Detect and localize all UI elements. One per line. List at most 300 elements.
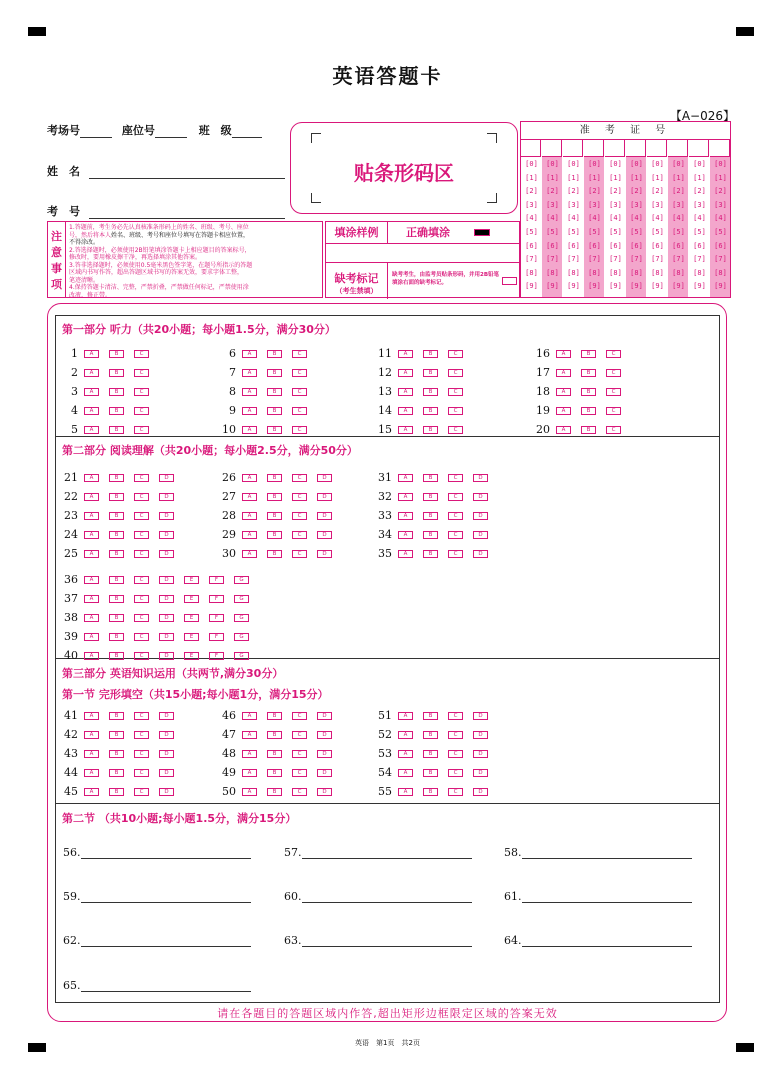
option-bubble-a[interactable]: A xyxy=(84,788,99,796)
admission-digit-bubble[interactable]: [1] xyxy=(567,173,580,182)
admission-digit-bubble[interactable]: [7] xyxy=(630,255,643,264)
admission-digit-bubble[interactable]: [6] xyxy=(525,241,538,250)
option-bubble-g[interactable]: G xyxy=(234,614,249,622)
option-bubble-a[interactable]: A xyxy=(242,769,257,777)
admission-digit-bubble[interactable]: [2] xyxy=(609,187,622,196)
option-bubble-c[interactable]: C xyxy=(292,712,307,720)
admission-digit-bubble[interactable]: [8] xyxy=(609,268,622,277)
option-bubble-c[interactable]: C xyxy=(448,350,463,358)
option-bubble-d[interactable]: D xyxy=(473,712,488,720)
option-bubble-b[interactable]: B xyxy=(109,576,124,584)
admission-digit-bubble[interactable]: [5] xyxy=(651,228,664,236)
exam-room-field[interactable] xyxy=(80,137,112,138)
admission-digit-bubble[interactable]: [3] xyxy=(588,200,601,209)
option-bubble-c[interactable]: C xyxy=(134,369,149,377)
option-bubble-e[interactable]: E xyxy=(184,633,199,641)
option-bubble-c[interactable]: C xyxy=(292,426,307,434)
option-bubble-c[interactable]: C xyxy=(134,652,149,660)
option-bubble-c[interactable]: C xyxy=(292,531,307,539)
option-bubble-b[interactable]: B xyxy=(109,750,124,758)
option-bubble-b[interactable]: B xyxy=(267,531,282,539)
option-bubble-f[interactable]: F xyxy=(209,595,224,603)
option-bubble-b[interactable]: B xyxy=(267,388,282,396)
option-bubble-c[interactable]: C xyxy=(134,595,149,603)
option-bubble-a[interactable]: A xyxy=(398,788,413,796)
admission-digit-bubble[interactable]: [0] xyxy=(567,160,580,168)
option-bubble-g[interactable]: G xyxy=(234,652,249,660)
blank-line[interactable] xyxy=(522,946,692,947)
option-bubble-a[interactable]: A xyxy=(84,407,99,415)
option-bubble-b[interactable]: B xyxy=(423,350,438,358)
option-bubble-c[interactable]: C xyxy=(448,531,463,539)
admission-digit-bubble[interactable]: [6] xyxy=(546,241,559,250)
option-bubble-b[interactable]: B xyxy=(267,750,282,758)
option-bubble-a[interactable]: A xyxy=(84,750,99,758)
option-bubble-d[interactable]: D xyxy=(159,652,174,660)
option-bubble-c[interactable]: C xyxy=(134,350,149,358)
option-bubble-a[interactable]: A xyxy=(398,512,413,520)
admission-digit-bubble[interactable]: [7] xyxy=(651,255,664,264)
option-bubble-a[interactable]: A xyxy=(242,531,257,539)
blank-line[interactable] xyxy=(522,858,692,859)
option-bubble-c[interactable]: C xyxy=(448,788,463,796)
option-bubble-d[interactable]: D xyxy=(473,731,488,739)
option-bubble-a[interactable]: A xyxy=(398,426,413,434)
option-bubble-a[interactable]: A xyxy=(398,769,413,777)
option-bubble-a[interactable]: A xyxy=(84,633,99,641)
option-bubble-c[interactable]: C xyxy=(134,576,149,584)
admission-digit-cell[interactable] xyxy=(668,140,688,157)
option-bubble-b[interactable]: B xyxy=(109,550,124,558)
option-bubble-d[interactable]: D xyxy=(317,493,332,501)
option-bubble-a[interactable]: A xyxy=(84,426,99,434)
admission-digit-bubble[interactable]: [8] xyxy=(693,268,706,277)
blank-line[interactable] xyxy=(302,858,472,859)
option-bubble-a[interactable]: A xyxy=(242,750,257,758)
option-bubble-a[interactable]: A xyxy=(84,474,99,482)
admission-digit-bubble[interactable]: [1] xyxy=(714,173,727,182)
option-bubble-c[interactable]: C xyxy=(606,426,621,434)
admission-digit-bubble[interactable]: [5] xyxy=(588,228,601,236)
option-bubble-b[interactable]: B xyxy=(581,426,596,434)
option-bubble-a[interactable]: A xyxy=(398,369,413,377)
option-bubble-c[interactable]: C xyxy=(134,474,149,482)
admission-digit-bubble[interactable]: [0] xyxy=(693,160,706,168)
option-bubble-b[interactable]: B xyxy=(109,595,124,603)
option-bubble-a[interactable]: A xyxy=(242,369,257,377)
admission-digit-bubble[interactable]: [3] xyxy=(714,200,727,209)
admission-digit-bubble[interactable]: [6] xyxy=(588,241,601,250)
option-bubble-d[interactable]: D xyxy=(159,731,174,739)
option-bubble-c[interactable]: C xyxy=(134,731,149,739)
admission-digit-cell[interactable] xyxy=(626,140,646,157)
option-bubble-g[interactable]: G xyxy=(234,576,249,584)
admission-digit-bubble[interactable]: [1] xyxy=(630,173,643,182)
option-bubble-b[interactable]: B xyxy=(109,769,124,777)
option-bubble-b[interactable]: B xyxy=(267,512,282,520)
option-bubble-a[interactable]: A xyxy=(84,350,99,358)
option-bubble-c[interactable]: C xyxy=(448,712,463,720)
admission-digit-bubble[interactable]: [2] xyxy=(525,187,538,196)
option-bubble-b[interactable]: B xyxy=(423,426,438,434)
option-bubble-c[interactable]: C xyxy=(134,633,149,641)
option-bubble-c[interactable]: C xyxy=(606,369,621,377)
option-bubble-b[interactable]: B xyxy=(581,388,596,396)
option-bubble-c[interactable]: C xyxy=(292,493,307,501)
option-bubble-a[interactable]: A xyxy=(84,595,99,603)
admission-digit-bubble[interactable]: [8] xyxy=(546,268,559,277)
option-bubble-e[interactable]: E xyxy=(184,595,199,603)
option-bubble-c[interactable]: C xyxy=(134,493,149,501)
option-bubble-b[interactable]: B xyxy=(581,407,596,415)
option-bubble-b[interactable]: B xyxy=(109,652,124,660)
option-bubble-c[interactable]: C xyxy=(448,731,463,739)
option-bubble-a[interactable]: A xyxy=(242,493,257,501)
admission-digit-bubble[interactable]: [5] xyxy=(567,228,580,236)
admission-digit-bubble[interactable]: [4] xyxy=(693,214,706,223)
option-bubble-a[interactable]: A xyxy=(84,576,99,584)
admission-digit-bubble[interactable]: [1] xyxy=(651,173,664,182)
admission-digit-bubble[interactable]: [0] xyxy=(714,160,727,168)
option-bubble-c[interactable]: C xyxy=(134,750,149,758)
option-bubble-c[interactable]: C xyxy=(134,614,149,622)
option-bubble-a[interactable]: A xyxy=(84,512,99,520)
admission-digit-bubble[interactable]: [1] xyxy=(693,173,706,182)
option-bubble-b[interactable]: B xyxy=(267,474,282,482)
option-bubble-a[interactable]: A xyxy=(84,388,99,396)
admission-digit-bubble[interactable]: [3] xyxy=(546,200,559,209)
admission-digit-bubble[interactable]: [3] xyxy=(651,200,664,209)
admission-digit-bubble[interactable]: [9] xyxy=(630,282,643,291)
admission-digit-bubble[interactable]: [5] xyxy=(609,228,622,236)
option-bubble-c[interactable]: C xyxy=(292,350,307,358)
option-bubble-a[interactable]: A xyxy=(84,614,99,622)
option-bubble-a[interactable]: A xyxy=(84,652,99,660)
admission-digit-bubble[interactable]: [4] xyxy=(672,214,685,223)
admission-digit-bubble[interactable]: [0] xyxy=(525,160,538,168)
option-bubble-a[interactable]: A xyxy=(84,712,99,720)
option-bubble-c[interactable]: C xyxy=(448,493,463,501)
option-bubble-c[interactable]: C xyxy=(448,407,463,415)
admission-digit-bubble[interactable]: [6] xyxy=(609,241,622,250)
option-bubble-b[interactable]: B xyxy=(267,493,282,501)
option-bubble-c[interactable]: C xyxy=(134,388,149,396)
admission-digit-bubble[interactable]: [0] xyxy=(546,160,559,168)
admission-digit-bubble[interactable]: [7] xyxy=(567,255,580,264)
option-bubble-a[interactable]: A xyxy=(242,350,257,358)
option-bubble-c[interactable]: C xyxy=(292,407,307,415)
option-bubble-d[interactable]: D xyxy=(159,769,174,777)
option-bubble-b[interactable]: B xyxy=(581,350,596,358)
option-bubble-a[interactable]: A xyxy=(84,769,99,777)
option-bubble-b[interactable]: B xyxy=(423,474,438,482)
option-bubble-d[interactable]: D xyxy=(317,788,332,796)
admission-digit-bubble[interactable]: [6] xyxy=(651,241,664,250)
admission-digit-bubble[interactable]: [4] xyxy=(567,214,580,223)
option-bubble-b[interactable]: B xyxy=(423,769,438,777)
option-bubble-d[interactable]: D xyxy=(473,531,488,539)
option-bubble-a[interactable]: A xyxy=(398,750,413,758)
admission-digit-cell[interactable] xyxy=(584,140,604,157)
admission-digit-cell[interactable] xyxy=(542,140,562,157)
option-bubble-c[interactable]: C xyxy=(134,531,149,539)
option-bubble-d[interactable]: D xyxy=(317,731,332,739)
option-bubble-b[interactable]: B xyxy=(267,350,282,358)
admission-digit-bubble[interactable]: [8] xyxy=(567,268,580,277)
blank-line[interactable] xyxy=(81,991,251,992)
option-bubble-a[interactable]: A xyxy=(242,426,257,434)
option-bubble-a[interactable]: A xyxy=(84,531,99,539)
option-bubble-b[interactable]: B xyxy=(423,712,438,720)
admission-digit-bubble[interactable]: [4] xyxy=(609,214,622,223)
option-bubble-c[interactable]: C xyxy=(292,769,307,777)
admission-digit-bubble[interactable]: [4] xyxy=(714,214,727,223)
admission-digit-bubble[interactable]: [2] xyxy=(693,187,706,196)
option-bubble-d[interactable]: D xyxy=(317,474,332,482)
admission-digit-bubble[interactable]: [3] xyxy=(630,200,643,209)
option-bubble-d[interactable]: D xyxy=(473,769,488,777)
option-bubble-a[interactable]: A xyxy=(398,388,413,396)
option-bubble-a[interactable]: A xyxy=(398,493,413,501)
option-bubble-c[interactable]: C xyxy=(134,712,149,720)
option-bubble-b[interactable]: B xyxy=(423,369,438,377)
option-bubble-c[interactable]: C xyxy=(448,769,463,777)
option-bubble-g[interactable]: G xyxy=(234,595,249,603)
exam-no-field[interactable] xyxy=(89,218,285,219)
option-bubble-b[interactable]: B xyxy=(109,369,124,377)
admission-digit-bubble[interactable]: [1] xyxy=(609,173,622,182)
option-bubble-a[interactable]: A xyxy=(398,531,413,539)
admission-digit-bubble[interactable]: [3] xyxy=(693,200,706,209)
option-bubble-f[interactable]: F xyxy=(209,633,224,641)
option-bubble-d[interactable]: D xyxy=(473,750,488,758)
admission-digit-bubble[interactable]: [7] xyxy=(672,255,685,264)
admission-digit-bubble[interactable]: [4] xyxy=(651,214,664,223)
seat-field[interactable] xyxy=(155,137,187,138)
option-bubble-a[interactable]: A xyxy=(398,407,413,415)
option-bubble-d[interactable]: D xyxy=(159,712,174,720)
option-bubble-c[interactable]: C xyxy=(292,474,307,482)
admission-digit-bubble[interactable]: [9] xyxy=(525,282,538,291)
option-bubble-a[interactable]: A xyxy=(242,550,257,558)
admission-digit-bubble[interactable]: [0] xyxy=(672,160,685,168)
admission-digit-bubble[interactable]: [6] xyxy=(630,241,643,250)
option-bubble-d[interactable]: D xyxy=(159,595,174,603)
option-bubble-d[interactable]: D xyxy=(159,493,174,501)
option-bubble-b[interactable]: B xyxy=(109,731,124,739)
option-bubble-b[interactable]: B xyxy=(267,550,282,558)
option-bubble-b[interactable]: B xyxy=(423,750,438,758)
option-bubble-b[interactable]: B xyxy=(109,614,124,622)
admission-digit-bubble[interactable]: [1] xyxy=(672,173,685,182)
admission-digit-bubble[interactable]: [8] xyxy=(651,268,664,277)
option-bubble-c[interactable]: C xyxy=(134,512,149,520)
option-bubble-b[interactable]: B xyxy=(581,369,596,377)
admission-digit-bubble[interactable]: [3] xyxy=(567,200,580,209)
admission-digit-bubble[interactable]: [8] xyxy=(525,268,538,277)
option-bubble-b[interactable]: B xyxy=(267,788,282,796)
admission-digit-bubble[interactable]: [4] xyxy=(630,214,643,223)
option-bubble-b[interactable]: B xyxy=(423,407,438,415)
admission-digit-bubble[interactable]: [9] xyxy=(672,282,685,291)
admission-digit-bubble[interactable]: [3] xyxy=(609,200,622,209)
option-bubble-c[interactable]: C xyxy=(292,369,307,377)
option-bubble-b[interactable]: B xyxy=(423,512,438,520)
option-bubble-a[interactable]: A xyxy=(84,493,99,501)
admission-digit-bubble[interactable]: [9] xyxy=(693,282,706,291)
option-bubble-d[interactable]: D xyxy=(473,788,488,796)
option-bubble-c[interactable]: C xyxy=(134,407,149,415)
option-bubble-b[interactable]: B xyxy=(423,788,438,796)
option-bubble-b[interactable]: B xyxy=(109,350,124,358)
option-bubble-b[interactable]: B xyxy=(267,712,282,720)
admission-digit-bubble[interactable]: [9] xyxy=(609,282,622,291)
option-bubble-e[interactable]: E xyxy=(184,614,199,622)
admission-digit-bubble[interactable]: [7] xyxy=(693,255,706,264)
option-bubble-e[interactable]: E xyxy=(184,576,199,584)
admission-digit-bubble[interactable]: [6] xyxy=(693,241,706,250)
option-bubble-d[interactable]: D xyxy=(317,550,332,558)
admission-digit-bubble[interactable]: [9] xyxy=(588,282,601,291)
absent-mark-box[interactable] xyxy=(502,277,517,285)
admission-digit-cell[interactable] xyxy=(647,140,667,157)
admission-digit-bubble[interactable]: [5] xyxy=(672,228,685,236)
option-bubble-c[interactable]: C xyxy=(606,350,621,358)
admission-digit-cell[interactable] xyxy=(689,140,709,157)
admission-digit-bubble[interactable]: [5] xyxy=(693,228,706,236)
admission-digit-bubble[interactable]: [6] xyxy=(714,241,727,250)
option-bubble-c[interactable]: C xyxy=(606,407,621,415)
option-bubble-a[interactable]: A xyxy=(242,712,257,720)
option-bubble-a[interactable]: A xyxy=(84,550,99,558)
option-bubble-b[interactable]: B xyxy=(423,531,438,539)
option-bubble-a[interactable]: A xyxy=(556,369,571,377)
option-bubble-a[interactable]: A xyxy=(398,550,413,558)
option-bubble-a[interactable]: A xyxy=(242,788,257,796)
option-bubble-d[interactable]: D xyxy=(159,614,174,622)
admission-digit-bubble[interactable]: [6] xyxy=(567,241,580,250)
option-bubble-c[interactable]: C xyxy=(134,769,149,777)
admission-digit-bubble[interactable]: [3] xyxy=(525,200,538,209)
option-bubble-d[interactable]: D xyxy=(473,550,488,558)
option-bubble-b[interactable]: B xyxy=(423,388,438,396)
option-bubble-a[interactable]: A xyxy=(84,369,99,377)
admission-digit-cell[interactable] xyxy=(605,140,625,157)
admission-digit-bubble[interactable]: [5] xyxy=(630,228,643,236)
option-bubble-d[interactable]: D xyxy=(473,512,488,520)
admission-digit-bubble[interactable]: [1] xyxy=(546,173,559,182)
option-bubble-c[interactable]: C xyxy=(292,750,307,758)
admission-digit-bubble[interactable]: [4] xyxy=(546,214,559,223)
admission-digit-bubble[interactable]: [2] xyxy=(630,187,643,196)
option-bubble-d[interactable]: D xyxy=(159,550,174,558)
option-bubble-b[interactable]: B xyxy=(267,426,282,434)
admission-digit-bubble[interactable]: [7] xyxy=(525,255,538,264)
class-field[interactable] xyxy=(232,137,262,138)
option-bubble-c[interactable]: C xyxy=(448,550,463,558)
option-bubble-b[interactable]: B xyxy=(109,788,124,796)
option-bubble-d[interactable]: D xyxy=(159,633,174,641)
option-bubble-c[interactable]: C xyxy=(448,369,463,377)
option-bubble-a[interactable]: A xyxy=(398,350,413,358)
option-bubble-c[interactable]: C xyxy=(448,388,463,396)
option-bubble-a[interactable]: A xyxy=(242,407,257,415)
option-bubble-a[interactable]: A xyxy=(242,388,257,396)
admission-digit-bubble[interactable]: [5] xyxy=(546,228,559,236)
option-bubble-c[interactable]: C xyxy=(448,750,463,758)
option-bubble-e[interactable]: E xyxy=(184,652,199,660)
option-bubble-b[interactable]: B xyxy=(109,712,124,720)
option-bubble-a[interactable]: A xyxy=(556,350,571,358)
option-bubble-a[interactable]: A xyxy=(398,712,413,720)
option-bubble-b[interactable]: B xyxy=(109,407,124,415)
blank-line[interactable] xyxy=(81,946,251,947)
admission-digit-cell[interactable] xyxy=(710,140,730,157)
option-bubble-a[interactable]: A xyxy=(398,731,413,739)
option-bubble-d[interactable]: D xyxy=(159,531,174,539)
blank-line[interactable] xyxy=(81,858,251,859)
option-bubble-d[interactable]: D xyxy=(317,769,332,777)
admission-digit-bubble[interactable]: [0] xyxy=(630,160,643,168)
option-bubble-d[interactable]: D xyxy=(159,512,174,520)
option-bubble-d[interactable]: D xyxy=(159,788,174,796)
admission-digit-bubble[interactable]: [2] xyxy=(714,187,727,196)
admission-digit-bubble[interactable]: [2] xyxy=(567,187,580,196)
option-bubble-b[interactable]: B xyxy=(109,474,124,482)
option-bubble-a[interactable]: A xyxy=(84,731,99,739)
admission-digit-bubble[interactable]: [6] xyxy=(672,241,685,250)
option-bubble-b[interactable]: B xyxy=(109,493,124,501)
option-bubble-c[interactable]: C xyxy=(606,388,621,396)
option-bubble-f[interactable]: F xyxy=(209,576,224,584)
option-bubble-c[interactable]: C xyxy=(134,426,149,434)
admission-digit-bubble[interactable]: [3] xyxy=(672,200,685,209)
option-bubble-c[interactable]: C xyxy=(448,474,463,482)
option-bubble-d[interactable]: D xyxy=(159,474,174,482)
option-bubble-d[interactable]: D xyxy=(159,750,174,758)
admission-digit-bubble[interactable]: [0] xyxy=(588,160,601,168)
option-bubble-b[interactable]: B xyxy=(423,493,438,501)
option-bubble-c[interactable]: C xyxy=(134,550,149,558)
admission-digit-cell[interactable] xyxy=(563,140,583,157)
option-bubble-b[interactable]: B xyxy=(267,369,282,377)
option-bubble-b[interactable]: B xyxy=(423,731,438,739)
option-bubble-d[interactable]: D xyxy=(317,712,332,720)
blank-line[interactable] xyxy=(302,946,472,947)
admission-digit-bubble[interactable]: [2] xyxy=(546,187,559,196)
admission-digit-bubble[interactable]: [8] xyxy=(630,268,643,277)
admission-digit-bubble[interactable]: [7] xyxy=(588,255,601,264)
option-bubble-c[interactable]: C xyxy=(292,731,307,739)
admission-digit-bubble[interactable]: [4] xyxy=(525,214,538,223)
blank-line[interactable] xyxy=(81,902,251,903)
admission-digit-bubble[interactable]: [0] xyxy=(651,160,664,168)
name-field[interactable] xyxy=(89,178,285,179)
admission-digit-bubble[interactable]: [9] xyxy=(567,282,580,291)
option-bubble-b[interactable]: B xyxy=(423,550,438,558)
option-bubble-a[interactable]: A xyxy=(556,407,571,415)
admission-digit-bubble[interactable]: [1] xyxy=(525,173,538,182)
option-bubble-c[interactable]: C xyxy=(292,550,307,558)
option-bubble-d[interactable]: D xyxy=(317,750,332,758)
option-bubble-b[interactable]: B xyxy=(109,426,124,434)
option-bubble-b[interactable]: B xyxy=(109,633,124,641)
admission-digit-bubble[interactable]: [9] xyxy=(651,282,664,291)
option-bubble-d[interactable]: D xyxy=(317,531,332,539)
option-bubble-b[interactable]: B xyxy=(109,388,124,396)
admission-digit-bubble[interactable]: [1] xyxy=(588,173,601,182)
option-bubble-g[interactable]: G xyxy=(234,633,249,641)
